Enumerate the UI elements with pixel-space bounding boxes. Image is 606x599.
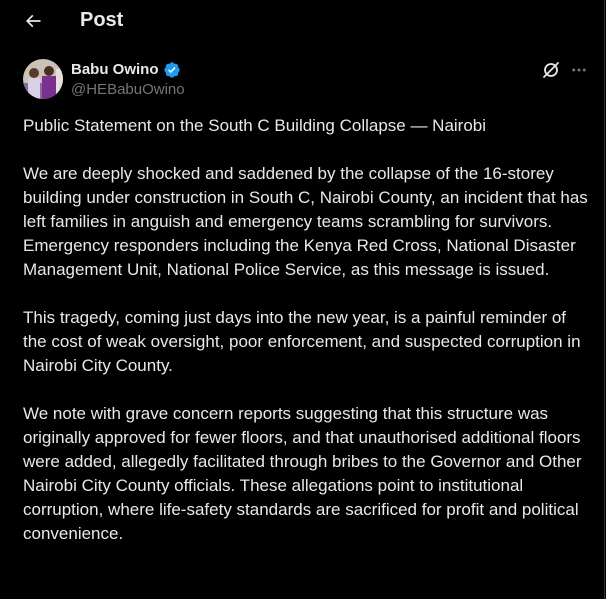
grok-button[interactable]	[541, 60, 561, 80]
arrow-left-icon	[23, 11, 43, 31]
post-paragraph-title: Public Statement on the South C Building Collapse — Nairobi	[23, 116, 487, 135]
post-text	[23, 114, 589, 570]
author-name[interactable]	[71, 60, 181, 80]
post-paragraph: This tragedy, coming just days into the new year, is a painful reminder of the cost of weak oversight, poor enforcement, and suspected corruption in Nairobi City County.	[23, 308, 581, 375]
back-button[interactable]	[20, 8, 46, 34]
page-title: Post	[80, 9, 124, 31]
grok-icon	[541, 60, 561, 80]
more-horizontal-icon	[570, 61, 588, 79]
author-handle[interactable]: @HEBabuOwino	[71, 81, 185, 98]
verified-badge-icon	[163, 61, 181, 79]
post-paragraph: We note with grave concern reports suggesting that this structure was originally approved for fewer floors, and that unauthorised additional floors were added, allegedly facilitated through bribes to the Governor and Other Nairobi City County officials. These allegations point to institutional corruption, where life-safety standards are sacrificed for profit and political convenience.	[23, 404, 582, 543]
post-paragraph: We are deeply shocked and saddened by the collapse of the 16-storey building under construction in South C, Nairobi County, an incident that has left families in anguish and emergency teams scrambling for survivors. Emergency responders including the Kenya Red Cross, National Disaster Management Unit, National Police Service, as this message is issued.	[23, 164, 588, 279]
more-options-button[interactable]	[569, 60, 589, 80]
page-header	[0, 0, 604, 40]
author-name-text: Babu Owino	[71, 61, 159, 78]
avatar[interactable]	[23, 59, 63, 99]
